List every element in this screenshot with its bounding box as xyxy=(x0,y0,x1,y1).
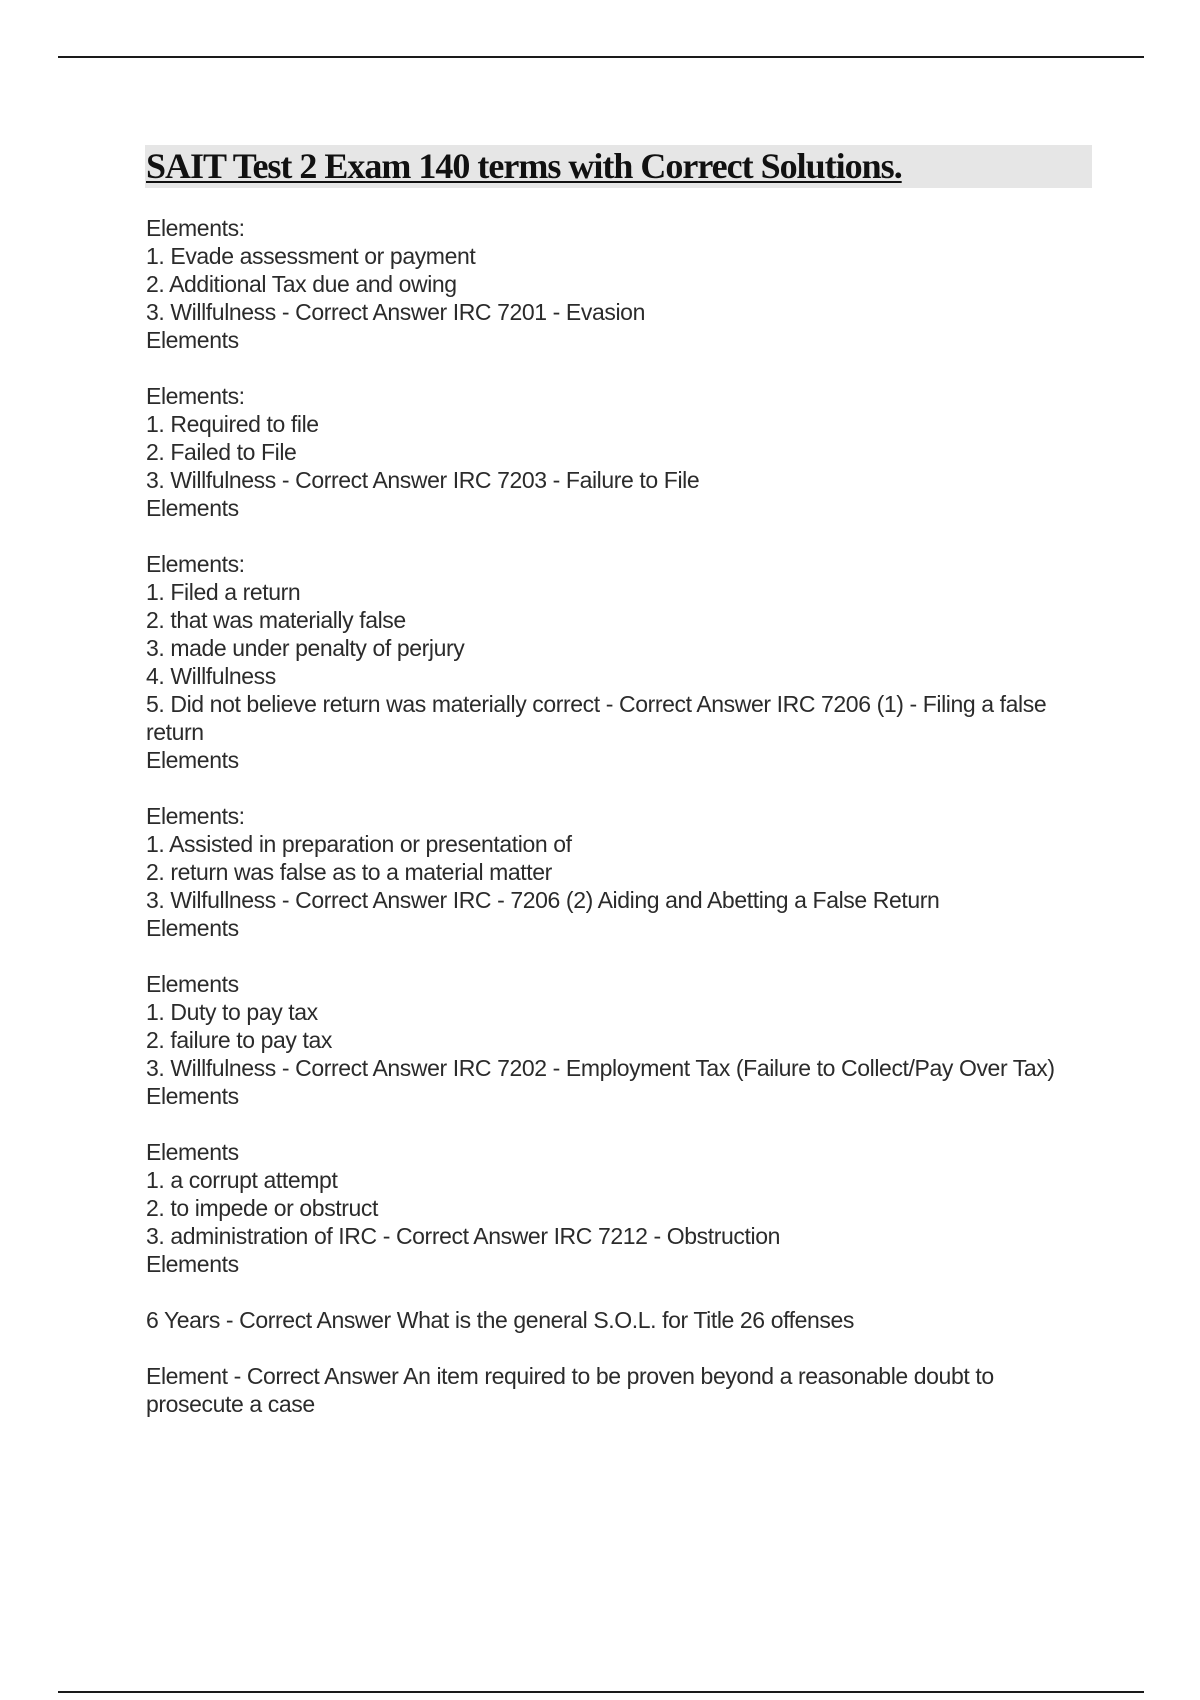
block-line: Elements xyxy=(146,495,239,521)
block-line: Elements: xyxy=(146,383,245,409)
term-block-failure-to-file xyxy=(146,382,1096,522)
block-line: Elements: xyxy=(146,551,245,577)
block-line: 1. Evade assessment or payment xyxy=(146,243,476,269)
document-body xyxy=(146,214,1096,1446)
block-line: 1. Assisted in preparation or presentation of xyxy=(146,831,572,857)
block-line: 2. that was materially false xyxy=(146,607,406,633)
term-block-evasion xyxy=(146,214,1096,354)
block-line: Elements xyxy=(146,1083,239,1109)
term-block-obstruction xyxy=(146,1138,1096,1278)
block-line: Elements xyxy=(146,971,239,997)
block-line: 1. Filed a return xyxy=(146,579,301,605)
term-block-element-definition xyxy=(146,1362,1096,1418)
block-line: 4. Willfulness xyxy=(146,663,276,689)
block-line: 3. Willfulness - Correct Answer IRC 7203 - Failure to File xyxy=(146,467,700,493)
block-line: Elements xyxy=(146,327,239,353)
block-line: 3. Willfulness - Correct Answer IRC 7201 - Evasion xyxy=(146,299,645,325)
block-line: Elements: xyxy=(146,803,245,829)
block-line: Element - Correct Answer An item required to be proven beyond a reasonable doubt to prosecute a case xyxy=(146,1363,1000,1417)
document-title: SAIT Test 2 Exam 140 terms with Correct Solutions. xyxy=(146,146,902,186)
top-rule xyxy=(58,56,1144,58)
term-block-employment-tax xyxy=(146,970,1096,1110)
block-line: 1. a corrupt attempt xyxy=(146,1167,338,1193)
block-line: 5. Did not believe return was materially correct - Correct Answer IRC 7206 (1) - Filing a false return xyxy=(146,691,1053,745)
block-line: 3. Wilfullness - Correct Answer IRC - 7206 (2) Aiding and Abetting a False Return xyxy=(146,887,940,913)
block-line: Elements xyxy=(146,1139,239,1165)
block-line: 3. Willfulness - Correct Answer IRC 7202 - Employment Tax (Failure to Collect/Pay Over Tax) xyxy=(146,1055,1055,1081)
block-line: 1. Required to file xyxy=(146,411,319,437)
block-line: Elements: xyxy=(146,215,245,241)
block-line: 2. to impede or obstruct xyxy=(146,1195,379,1221)
block-line: 2. Failed to File xyxy=(146,439,297,465)
term-block-aiding-abetting xyxy=(146,802,1096,942)
bottom-rule xyxy=(58,1691,1144,1693)
block-line: 1. Duty to pay tax xyxy=(146,999,318,1025)
block-line: Elements xyxy=(146,747,239,773)
block-line: 2. Additional Tax due and owing xyxy=(146,271,457,297)
block-line: Elements xyxy=(146,1251,239,1277)
block-line: Elements xyxy=(146,915,239,941)
block-line: 3. administration of IRC - Correct Answer IRC 7212 - Obstruction xyxy=(146,1223,780,1249)
block-line: 6 Years - Correct Answer What is the general S.O.L. for Title 26 offenses xyxy=(146,1307,855,1333)
term-block-statute-of-limitations xyxy=(146,1306,1096,1334)
term-block-false-return xyxy=(146,550,1096,774)
block-line: 3. made under penalty of perjury xyxy=(146,635,465,661)
block-line: 2. failure to pay tax xyxy=(146,1027,332,1053)
block-line: 2. return was false as to a material matter xyxy=(146,859,552,885)
